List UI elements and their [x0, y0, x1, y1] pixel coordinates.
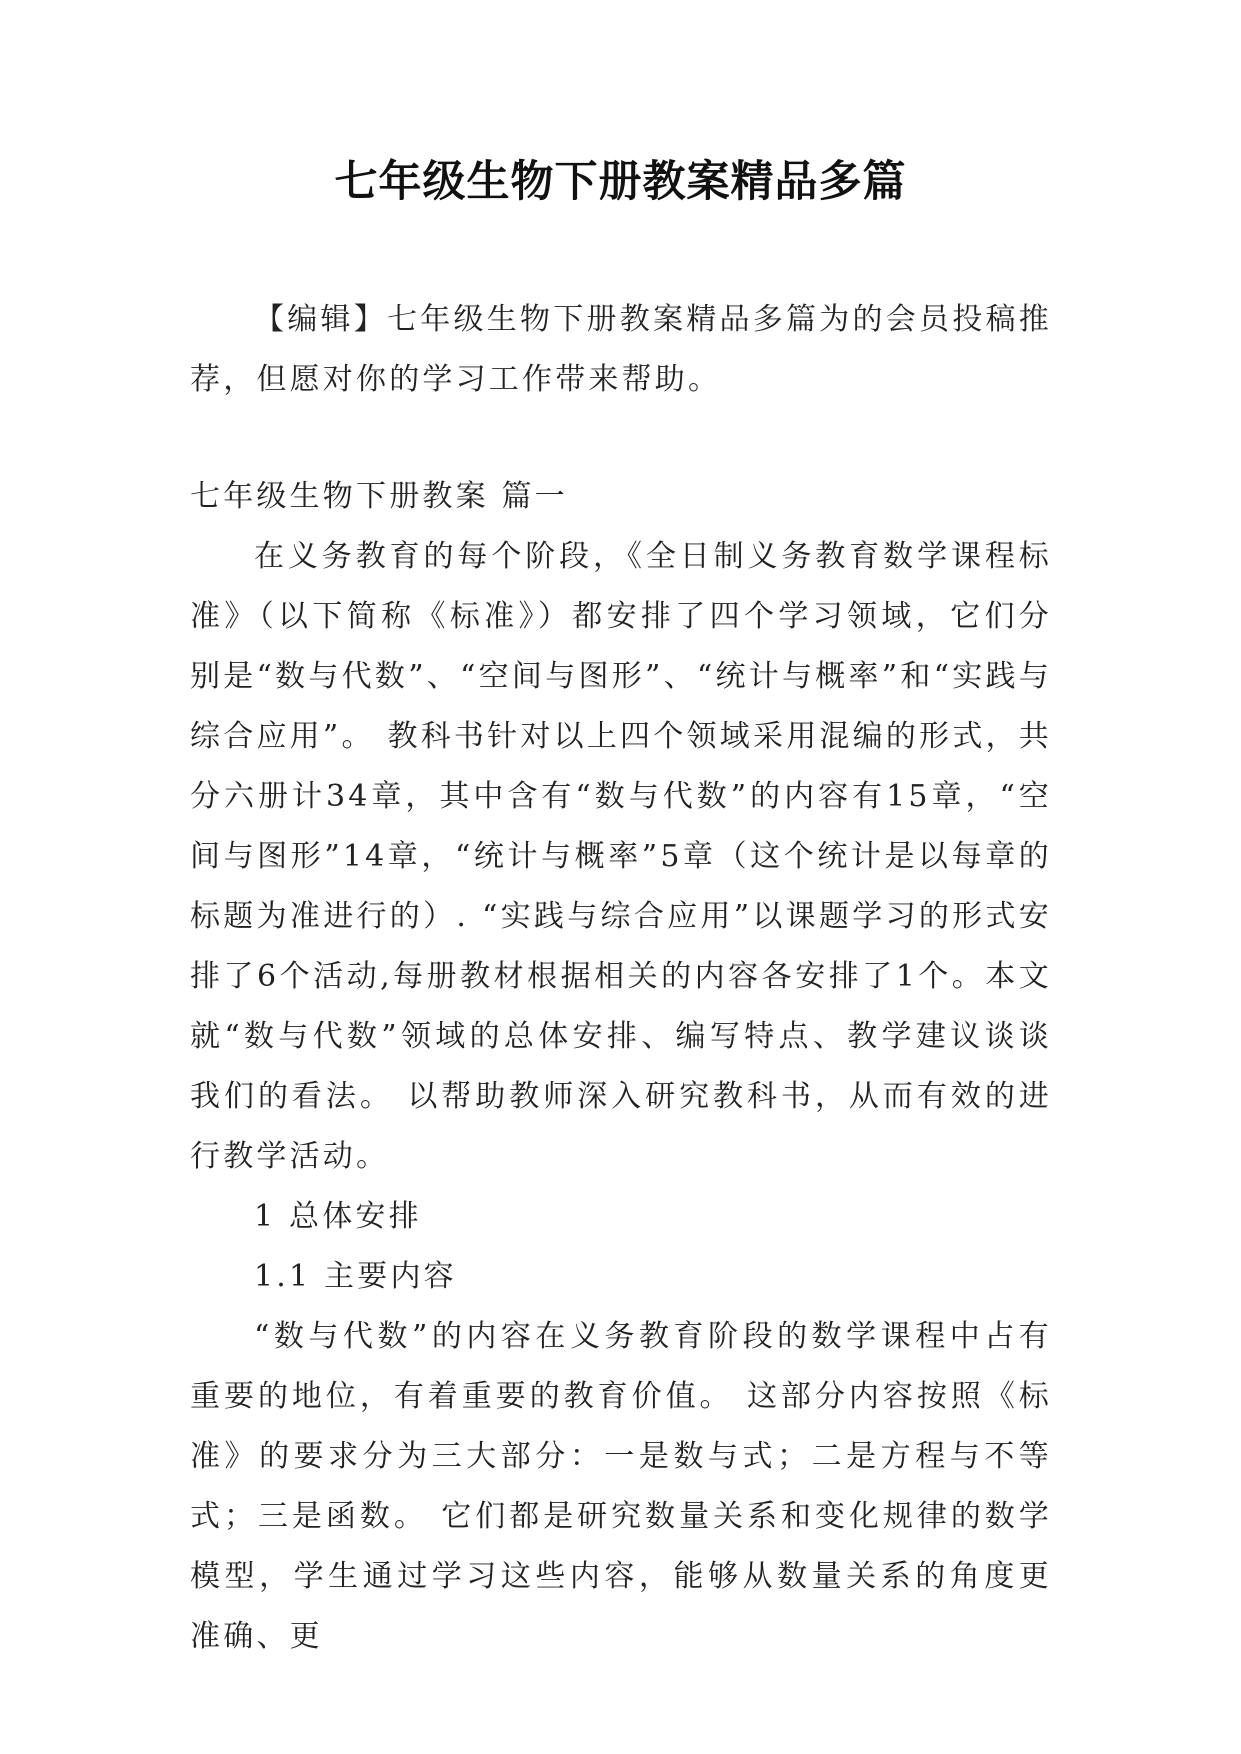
intro-block: [190, 290, 1052, 410]
body-paragraph-2: “数与代数”的内容在义务教育阶段的数学课程中占有重要的地位，有着重要的教育价值。 这部分内容按照《标准》的要求分为三大部分：一是数与式；二是方程与不等式；三是函数。 它们都是研究数量关系和变化规律的数学模型，学生通过学习这些内容，能够从数量关系的角度更准确、更: [190, 1319, 1052, 1654]
intro-paragraph: 【编辑】七年级生物下册教案精品多篇为的会员投稿推荐，但愿对你的学习工作带来帮助。: [190, 302, 1052, 397]
subheading-overall-arrangement: 1 总体安排: [254, 1199, 422, 1234]
subheading-main-content: 1.1 主要内容: [254, 1259, 457, 1294]
section-heading: 七年级生物下册教案 篇一: [190, 479, 568, 514]
body-paragraph-1: 在义务教育的每个阶段，《全日制义务教育数学课程标准》（以下简称《标准》）都安排了四个学习领域，它们分别是“数与代数”、“空间与图形”、“统计与概率”和“实践与综合应用”。 教科书针对以上四个领域采用混编的形式，共分六册计34章，其中含有“数与代数”的内容有15章，“空间与图形”14章，“统计与概率”5章（这个统计是以每章的标题为准进行的）. “实践与综合应用”以课题学习的形式安排了6个活动,每册教材根据相关的内容各安排了1个。本文就“数与代数”领域的总体安排、编写特点、教学建议谈谈我们的看法。 以帮助教师深入研究教科书，从而有效的进行教学活动。: [190, 539, 1052, 1174]
section-block: [190, 467, 1052, 1667]
document-title: 七年级生物下册教案精品多篇: [334, 157, 907, 207]
